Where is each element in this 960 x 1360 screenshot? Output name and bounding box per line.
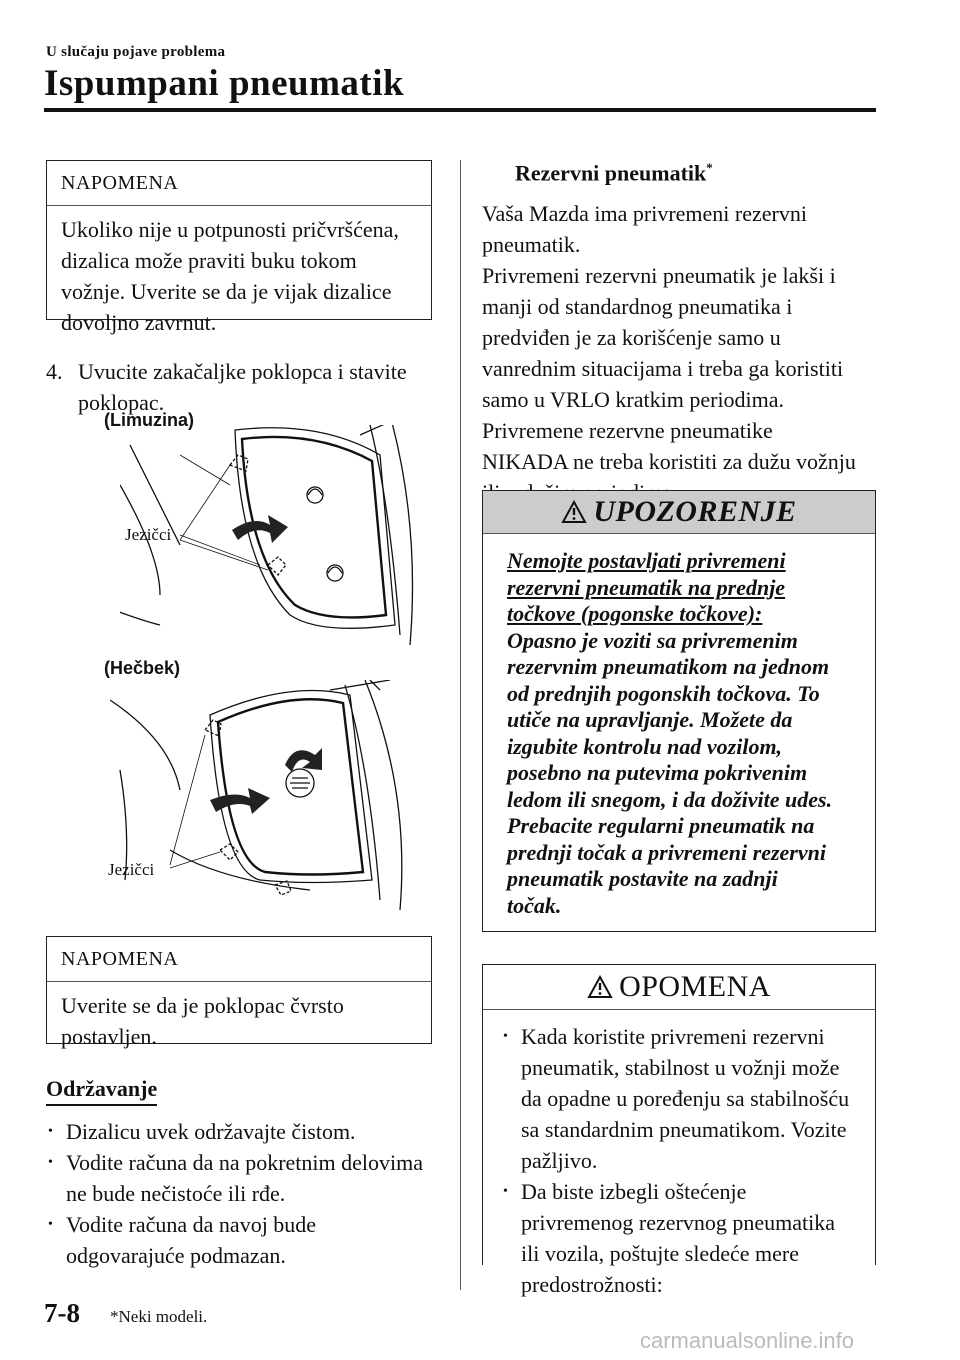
caution-header	[483, 965, 875, 1010]
list-item: • Kada koristite privremeni rezervni pneumatik, stabilnost u vožnji može da opadne u poređenju sa stabilnošću sa standardnim pneumatikom. Vozite pažljivo.	[501, 1021, 861, 1176]
note-heading: NAPOMENA	[47, 161, 431, 206]
note-body	[47, 982, 431, 1060]
note-heading: NAPOMENA	[47, 937, 431, 982]
list-item: • Vodite računa da navoj bude odgovarajuće podmazan.	[46, 1209, 446, 1271]
list-item: • Dizalicu uvek održavajte čistom.	[46, 1116, 446, 1147]
callout-tabs-sedan: Jezičci	[125, 525, 172, 544]
note-box-cover	[46, 936, 432, 1049]
figure-label-sedan: (Limuzina)	[104, 410, 194, 430]
note-box-jack	[46, 160, 432, 335]
header-rule	[44, 108, 876, 112]
warning-header	[483, 491, 875, 534]
note-line: dovoljno zavrnut.	[61, 310, 217, 335]
note-line: dizalica može praviti buku tokom	[61, 248, 357, 273]
watermark: carmanualsonline.info	[640, 1328, 855, 1353]
spare-tire-paragraph: Vaša Mazda ima privremeni rezervni pneumatik. Privremeni rezervni pneumatik je lakši i manji od standardnog pneumatika i predviđen je za korišćenje samo u vanrednim situacijama i treba ga koristiti samo u VRLO kratkim periodima. Privremene rezervne pneumatike NIKADA ne treba koristiti za dužu vožnju	[482, 201, 856, 474]
step-line: poklopac.	[78, 390, 165, 415]
note-body	[47, 206, 431, 346]
warning-body: Nemojte postavljati privremeni rezervni pneumatik na prednje točkove (pogonske točkove): Opasno je voziti sa privremenim rezervnim pneumatikom na jednom od prednjih pogonskih točkova. To utiče na upravljanje. Možete da izgubite kontrolu nad vozilom, posebno na putevima pokrivenim ledom ili snegom, i da doživite udes. Prebacite regularni pneumatik na prednji točak a privremeni rezervni pneumatik postavite na zadnji točak.	[507, 548, 833, 918]
footnote: *Neki modeli.	[110, 1307, 208, 1326]
maintenance-list	[46, 1116, 446, 1271]
caution-box	[482, 964, 876, 1297]
warning-heading: UPOZORENJE	[593, 495, 797, 528]
spare-tire-heading: Rezervni pneumatik*	[515, 160, 713, 186]
section-label: U slučaju pojave problema	[46, 44, 226, 60]
warning-triangle-icon	[561, 500, 587, 524]
list-item: • Vodite računa da na pokretnim delovima ne bude nečistoće ili rđe.	[46, 1147, 446, 1209]
hatchback-cover-illustration	[110, 680, 420, 910]
footnote-mark: *	[706, 160, 713, 175]
caution-heading: OPOMENA	[619, 970, 771, 1003]
warning-triangle-icon	[587, 975, 613, 999]
note-line: Ukoliko nije u potpunosti pričvršćena,	[61, 217, 399, 242]
page-number: 7-8	[44, 1298, 80, 1328]
note-line: postavljen.	[61, 1024, 157, 1049]
figure-label-hatchback: (Hečbek)	[104, 658, 181, 678]
list-item: • Da biste izbegli oštećenje privremenog rezervnog pneumatika ili vozila, poštujte sledeće mere predostrožnosti:	[501, 1176, 861, 1300]
maintenance-heading: Održavanje	[46, 1076, 157, 1106]
note-line: Uverite se da je poklopac čvrsto	[61, 993, 344, 1018]
caution-list	[501, 1021, 861, 1300]
warning-box	[482, 490, 876, 932]
callout-tabs-hatchback: Jezičci	[108, 860, 155, 879]
page-title: Ispumpani pneumatik	[44, 63, 405, 104]
step-4	[46, 356, 446, 418]
note-line: vožnje. Uverite se da je vijak dizalice	[61, 279, 392, 304]
column-divider	[460, 160, 461, 1290]
step-number: 4.	[46, 359, 63, 384]
step-line: Uvucite zakačaljke poklopca i stavite	[78, 359, 407, 384]
